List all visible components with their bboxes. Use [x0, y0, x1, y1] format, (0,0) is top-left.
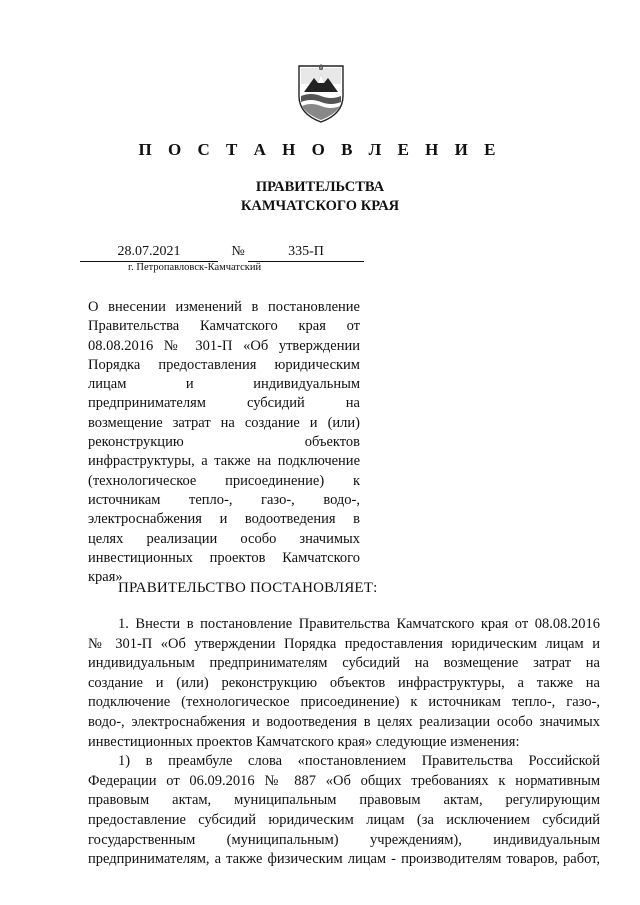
- subject-heading: [88, 298, 360, 587]
- body-line: подключение (технологическое присоединение) к источникам тепло-, газо-,: [88, 694, 600, 711]
- body-line: 1. Внести в постановление Правительства Камчатского края от 08.08.2016: [118, 616, 600, 632]
- document-title: П О С Т А Н О В Л Е Н И Е: [138, 140, 502, 159]
- document-number: 335-П: [248, 244, 364, 262]
- body-line: 1) в преамбуле слова «постановлением Правительства Российской: [118, 753, 600, 770]
- body-line: предоставление субсидий юридическим лицам (за исключением субсидий: [88, 811, 600, 828]
- subject-line: лицам и индивидуальным: [88, 376, 360, 393]
- subject-line: возмещение затрат на создание и (или): [88, 414, 360, 431]
- body-line: № 301-П «Об утверждении Порядка предоставления юридическим лицам и: [88, 635, 600, 652]
- number-label: №: [231, 244, 245, 259]
- subject-line: Порядка предоставления юридическим: [88, 356, 360, 373]
- body-line: Федерации от 06.09.2016 № 887 «Об общих требованиях к нормативным: [88, 772, 600, 789]
- body-line: инвестиционных проектов Камчатского края» следующие изменения:: [88, 733, 520, 750]
- body-line: индивидуальным предпринимателям субсидий на возмещение затрат на: [88, 655, 600, 672]
- subject-line: предпринимателям субсидий на: [88, 395, 360, 412]
- subject-line: Правительства Камчатского края от: [88, 318, 360, 335]
- decree-statement: ПРАВИТЕЛЬСТВО ПОСТАНОВЛЯЕТ:: [118, 580, 378, 596]
- subject-line: реконструкцию объектов: [88, 434, 360, 451]
- subject-line: электроснабжения и водоотведения в: [88, 511, 360, 528]
- subject-line: целях реализации особо значимых: [88, 530, 360, 547]
- body-line: создание и (или) реконструкцию объектов инфраструктуры, а также на: [88, 674, 600, 691]
- coat-of-arms-icon: [296, 62, 346, 124]
- body-line: предпринимателям, а также физическим лицам - производителям товаров, работ,: [88, 851, 600, 868]
- city: г. Петропавловск-Камчатский: [128, 262, 262, 273]
- body-line: государственным (муниципальным) учреждениям), индивидуальным: [88, 831, 600, 848]
- subject-line: источникам тепло-, газо-, водо-,: [88, 491, 360, 508]
- body-line: правовым актам, муниципальным правовым актам, регулирующим: [88, 792, 600, 809]
- subject-line: (технологическое присоединение) к: [88, 472, 360, 489]
- document-date: 28.07.2021: [80, 244, 218, 262]
- subject-line: 08.08.2016 № 301-П «Об утверждении: [88, 337, 360, 354]
- issuing-authority: [0, 178, 640, 216]
- subject-line: инвестиционных проектов Камчатского: [88, 549, 360, 566]
- authority-line-1: ПРАВИТЕЛЬСТВА: [255, 179, 385, 195]
- subject-line: О внесении изменений в постановление: [88, 299, 360, 315]
- document-body: [88, 615, 600, 870]
- subject-line: инфраструктуры, а также на подключение: [88, 453, 360, 470]
- authority-line-2: КАМЧАТСКОГО КРАЯ: [240, 198, 400, 214]
- body-line: водо-, электроснабжения и водоотведения в целях реализации особо значимых: [88, 713, 600, 730]
- subject-line: края»: [88, 569, 123, 586]
